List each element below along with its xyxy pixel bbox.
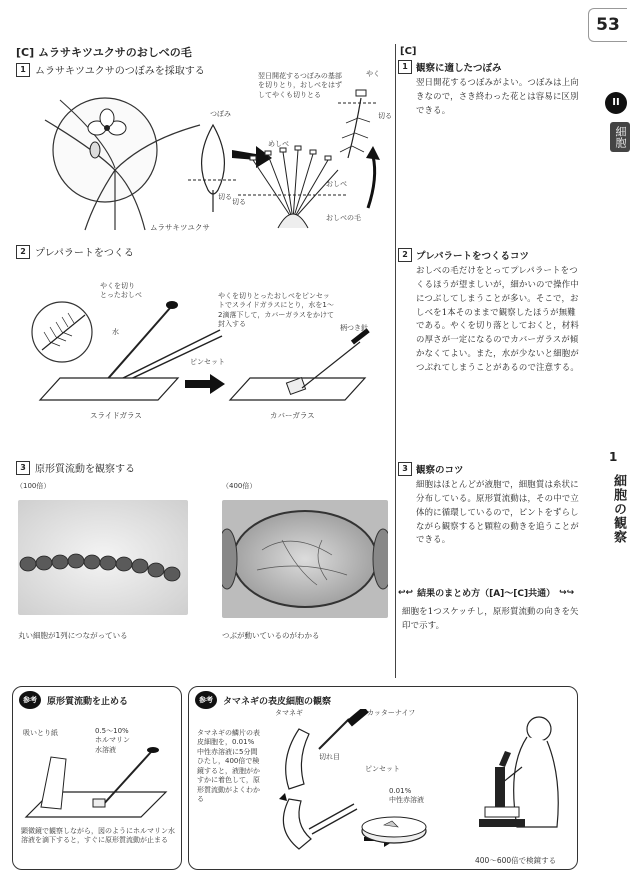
- summary-block: [398, 586, 580, 633]
- chapter-tab: [601, 92, 633, 210]
- tweezers-label: ピンセット: [190, 358, 225, 366]
- step1-heading: [16, 62, 205, 77]
- box1-text: 顕微鏡で観察しながら，図のようにホルマリン水溶液を滴下すると，すぐに原形質流動が止まる: [21, 827, 175, 845]
- step2-label: プレパラートをつくる: [35, 248, 134, 259]
- section-tab-label: 細胞の観察: [611, 474, 626, 544]
- slide-label: スライドガラス: [90, 411, 142, 420]
- needle-label: 柄つき針: [340, 324, 368, 332]
- cut-label-2: 切る: [232, 198, 246, 206]
- step3-number: 3: [16, 461, 30, 475]
- swirl-icon: ↪↪: [559, 587, 575, 598]
- step3-heading: [16, 460, 135, 475]
- reference-badge: 参考: [19, 691, 41, 709]
- side-item-title: 観察のコツ: [416, 465, 464, 476]
- mag-100-label: （100倍）: [16, 482, 51, 490]
- cut-line-label: 切れ目: [319, 753, 340, 761]
- bud-label: つぼみ: [210, 110, 231, 118]
- microscope-person: [447, 707, 567, 847]
- section-tab-number: 1: [609, 450, 618, 464]
- micrograph-400x: [222, 500, 388, 618]
- cutter-label: カッターナイフ: [367, 709, 416, 717]
- side-item-number: 2: [398, 248, 412, 262]
- box2-title: タマネギの表皮細胞の観察: [223, 696, 332, 707]
- page-number: 53: [588, 8, 627, 42]
- plant-label: ムラサキツユクサ: [150, 223, 210, 232]
- box2-text: タマネギの鱗片の表皮細胞を，0.01%中性赤溶液に5分間ひたし，400倍で検鏡すると，液胞がかすかに着色して，原形質流動がよくわかる: [197, 729, 260, 804]
- formalin-illustration: [21, 747, 171, 827]
- step2-number: 2: [16, 245, 30, 259]
- cutting-note: 翌日開花するつぼみの基部を切りとり，おしべをはずしてやくも切りとる: [258, 72, 342, 99]
- blotting-paper-label: 吸いとり紙: [23, 729, 58, 737]
- side-item-text: おしべの毛だけをとってプレパラートをつくるほうが望ましいが，細かいので操作中につぶしてしまうことが多い。そこで，おしべを1本そのままで観察したほうが無難である。やくを切り落としておくと，材料の厚さが一定になるのでカバーガラスが傾かなくてよい。また，水が少ないと細胞がつぶれてしまうことがあるので注意する。: [416, 265, 579, 373]
- cut-label-3: 切る: [378, 112, 392, 120]
- column-divider: [395, 44, 396, 678]
- water-label: 水: [112, 328, 119, 336]
- chapter-tab-number: II: [605, 92, 627, 114]
- summary-title: 結果のまとめ方（[A]～[C]共通）: [417, 589, 556, 599]
- side-item-title: 観察に適したつぼみ: [416, 63, 502, 74]
- cover-label: カバーガラス: [270, 411, 315, 420]
- side-item-text: 細胞はほとんどが液胞で，細胞質は糸状に分布している。原形質流動は，その中で立体的に循環しているので，ピントをずらしながら観察すると顆粒の動きを追うことができる。: [416, 479, 579, 545]
- step1-label: ムラサキツユクサのつぼみを採取する: [35, 66, 205, 77]
- side-header: [C]: [400, 46, 417, 57]
- cut-stamen-label: やくを切り とったおしべ: [100, 282, 142, 300]
- summary-text: 細胞を1つスケッチし，原形質流動の向きを矢印で示す。: [402, 606, 579, 630]
- side-item-3: [398, 462, 580, 547]
- hair-label: おしべの毛: [326, 214, 361, 222]
- single-stamen: [338, 78, 388, 218]
- side-item-number: 1: [398, 60, 412, 74]
- formalin-label: 0.5～10% ホルマリン 水溶液: [95, 727, 130, 754]
- caption-100x: 丸い細胞が1列につながっている: [18, 631, 128, 640]
- side-item-title: プレパラートをつくるコツ: [416, 251, 529, 262]
- onion-label: タマネギ: [275, 709, 303, 717]
- bud: [90, 142, 100, 158]
- swirl-icon: ↩↩: [398, 587, 414, 598]
- chapter-tab-label: 細胞: [610, 122, 630, 152]
- neutral-red-label: 0.01% 中性赤溶液: [389, 787, 424, 805]
- box1-title: 原形質流動を止める: [47, 696, 129, 707]
- cut-label-1: 切る: [218, 193, 232, 201]
- step1-number: 1: [16, 63, 30, 77]
- tweezers-label-2: ピンセット: [365, 765, 400, 773]
- micrograph-100x: [18, 500, 188, 615]
- petri-dish: [359, 811, 429, 847]
- scope-note: 400～600倍で検鏡する: [475, 856, 557, 865]
- side-item-1: [398, 60, 580, 118]
- side-item-number: 3: [398, 462, 412, 476]
- plant-illustration: [35, 80, 210, 235]
- mag-400-label: （400倍）: [222, 482, 257, 490]
- side-item-text: 翌日開花するつぼみがよい。つぼみは上向きなので，さき終わった花とは容易に区別できる。: [416, 77, 579, 115]
- step3-label: 原形質流動を観察する: [35, 464, 135, 475]
- pistil-label: めしべ: [268, 140, 289, 148]
- section-tab: [601, 440, 633, 560]
- anther-label: やく: [366, 70, 380, 78]
- procedure-note: やくを切りとったおしべをピンセットでスライドガラスにとり，水を1～2滴落下して，カバーガラスをかけて封入する: [218, 292, 334, 329]
- section-title: [C] ムラサキツユクサのおしべの毛: [16, 46, 192, 59]
- reference-badge: 参考: [195, 691, 217, 709]
- caption-400x: つぶが動いているのがわかる: [222, 631, 320, 640]
- reference-box-stop-streaming: [12, 686, 182, 870]
- step2-heading: [16, 244, 134, 259]
- reference-box-onion: [188, 686, 578, 870]
- stamen-label: おしべ: [326, 180, 347, 188]
- side-item-2: [398, 248, 580, 375]
